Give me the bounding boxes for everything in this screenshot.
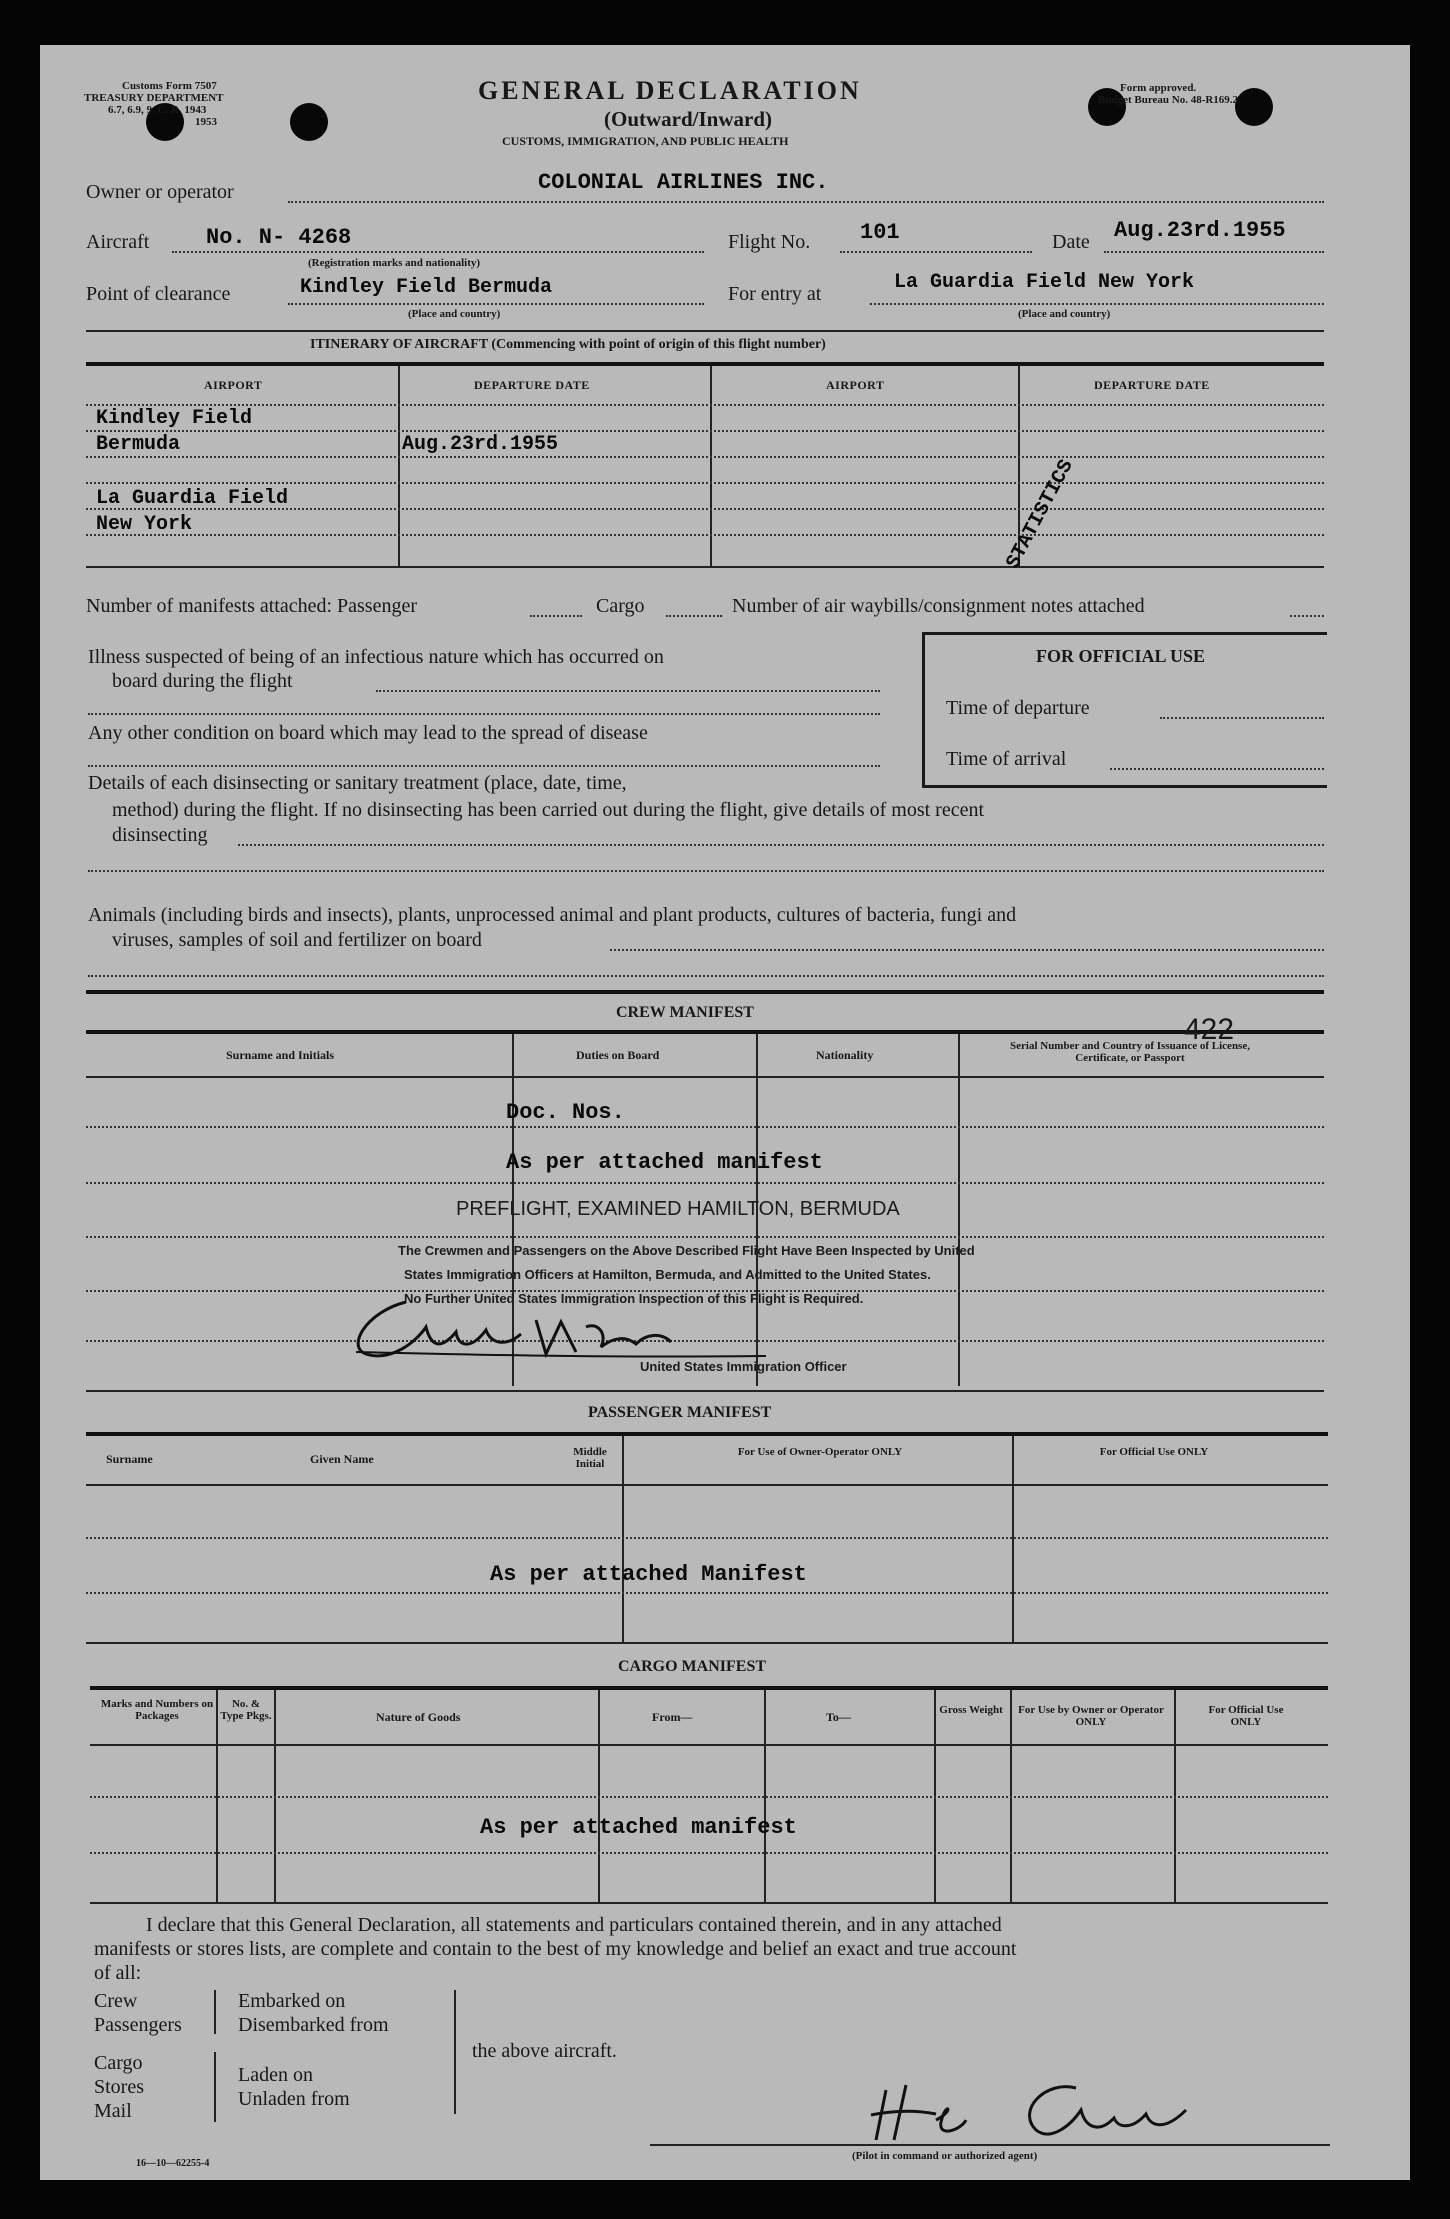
crew-top-rule [86, 990, 1324, 994]
itinerary-rule [86, 362, 1324, 366]
time-arrival-line [1110, 768, 1324, 770]
cargo-col-marks: Marks and Numbers on Packages [100, 1698, 214, 1722]
aircraft-value: No. N- 4268 [206, 225, 352, 250]
statistics-stamp: STATISTICS [1002, 456, 1079, 573]
declaration-text-3: of all: [94, 1962, 142, 1984]
clearance-label: Point of clearance [86, 283, 231, 305]
cargo-bottom-rule [90, 1902, 1328, 1904]
itinerary-top-rule [86, 330, 1324, 332]
declaration-crew: Crew [94, 1990, 138, 2012]
illness-label-1: Illness suspected of being of an infectious nature which has occurred on [88, 646, 664, 668]
passenger-col-given: Given Name [310, 1452, 374, 1466]
declaration-text-1: I declare that this General Declaration, all statements and particulars contained therein, and in any attached [146, 1914, 1002, 1936]
owner-line [288, 201, 1324, 203]
passenger-col-middle: Middle Initial [573, 1446, 607, 1470]
itinerary-airport-2-line-2: New York [96, 513, 193, 536]
cargo-col-type: No. & Type Pkgs. [220, 1698, 272, 1722]
preflight-stamp-title: PREFLIGHT, EXAMINED HAMILTON, BERMUDA [456, 1198, 900, 1220]
passenger-header-rule [86, 1432, 1328, 1436]
manifests-label: Number of manifests attached: Passenger [86, 595, 418, 617]
itinerary-col-airport-2: AIRPORT [826, 378, 885, 392]
clearance-line [288, 303, 704, 305]
flight-no-line [840, 251, 1032, 253]
crew-row-line [86, 1126, 1324, 1128]
illness-line-2 [88, 713, 880, 715]
disinsect-label-3: disinsecting [112, 824, 208, 846]
crew-divider-3 [958, 1034, 960, 1386]
clearance-note: (Place and country) [408, 308, 501, 320]
budget-bureau-number: Budget Bureau No. 48-R169.2. [1098, 94, 1241, 106]
crew-col-duties: Duties on Board [576, 1048, 660, 1062]
declaration-passengers: Passengers [94, 2014, 182, 2036]
entry-note: (Place and country) [1018, 308, 1111, 320]
pilot-signature-line [650, 2144, 1330, 2146]
brace-large [454, 1990, 462, 2114]
time-departure-line [1160, 717, 1324, 719]
crew-row-line [86, 1182, 1324, 1184]
date-label: Date [1052, 231, 1090, 253]
declaration-mail: Mail [94, 2100, 132, 2122]
brace-cargo [214, 2052, 222, 2122]
waybills-label: Number of air waybills/consignment notes attached [732, 595, 1145, 617]
form-number: Customs Form 7507 [122, 80, 217, 92]
cargo-col-owner: For Use by Owner or Operator ONLY [1018, 1704, 1164, 1728]
itinerary-line [86, 482, 1324, 484]
crew-col-serial: Serial Number and Country of Issuance of License, Certificate, or Passport [1010, 1040, 1250, 1064]
disinsect-line-2 [88, 870, 1324, 872]
aircraft-label: Aircraft [86, 231, 150, 253]
crew-doc-nos: Doc. Nos. [506, 1100, 625, 1125]
crew-attached-manifest: As per attached manifest [506, 1150, 823, 1175]
preflight-stamp-line-3: No Further United States Immigration Inspection of this Flight is Required. [404, 1291, 864, 1306]
cargo-col-official: For Official Use ONLY [1208, 1704, 1284, 1728]
punch-hole-left-2 [290, 103, 328, 141]
crew-col-nationality: Nationality [816, 1048, 874, 1062]
itinerary-airport-2-line-1: La Guardia Field [96, 487, 289, 510]
preflight-stamp-line-2: States Immigration Officers at Hamilton, Bermuda, and Admitted to the United States. [404, 1267, 931, 1282]
cargo-row-rule [90, 1744, 1328, 1746]
declaration-laden: Laden on [238, 2064, 313, 2086]
crew-row-line [86, 1236, 1324, 1238]
crew-number-mark: 422 [1184, 1013, 1235, 1046]
itinerary-line [86, 456, 1324, 458]
crew-title: CREW MANIFEST [616, 1004, 754, 1021]
form-subtitle: (Outward/Inward) [604, 107, 773, 131]
time-departure-label: Time of departure [946, 697, 1090, 719]
passenger-count-line [530, 615, 582, 617]
illness-line [376, 690, 880, 692]
declaration-above-aircraft: the above aircraft. [472, 2040, 617, 2062]
other-condition-line [88, 765, 880, 767]
cargo-col-weight: Gross Weight [939, 1704, 1003, 1716]
itinerary-airport-1-line-2: Bermuda [96, 433, 181, 456]
date-value: Aug.23rd.1955 [1114, 218, 1286, 243]
crew-bottom-rule [86, 1390, 1324, 1392]
disinsect-label-1: Details of each disinsecting or sanitary treatment (place, date, time, [88, 772, 627, 794]
itinerary-line [86, 430, 1324, 432]
entry-label: For entry at [728, 283, 822, 305]
itinerary-departure-1: Aug.23rd.1955 [402, 433, 559, 456]
regulation-citation: 6.7, 6.9, 9. C. R. 1943 [108, 104, 207, 116]
passenger-title: PASSENGER MANIFEST [588, 1404, 772, 1421]
approval-note: Form approved. [1120, 82, 1197, 94]
flight-no-value: 101 [860, 220, 900, 245]
itinerary-divider-2 [710, 366, 712, 566]
cargo-row-line [90, 1852, 1328, 1854]
itinerary-title: ITINERARY OF AIRCRAFT (Commencing with point of origin of this flight number) [310, 337, 826, 352]
disinsect-line [238, 844, 1324, 846]
registration-note: (Registration marks and nationality) [308, 257, 481, 269]
declaration-stores: Stores [94, 2076, 144, 2098]
illness-label-2: board during the flight [112, 670, 293, 692]
declaration-embarked: Embarked on [238, 1990, 346, 2012]
pilot-signature [866, 2070, 1246, 2150]
official-use-title: FOR OFFICIAL USE [1036, 646, 1206, 666]
cargo-col-nature: Nature of Goods [376, 1710, 461, 1724]
brace-crew [214, 1990, 222, 2034]
itinerary-bottom-rule [86, 566, 1324, 568]
form-title: GENERAL DECLARATION [478, 76, 862, 105]
disinsect-label-2: method) during the flight. If no disinsecting has been carried out during the flight, give details of most recent [112, 799, 985, 821]
passenger-row-rule [86, 1484, 1328, 1486]
passenger-divider-1 [622, 1436, 624, 1642]
declaration-disembarked: Disembarked from [238, 2014, 389, 2036]
itinerary-line [86, 534, 1324, 536]
declaration-cargo: Cargo [94, 2052, 143, 2074]
date-line [1104, 251, 1324, 253]
entry-line [870, 303, 1324, 305]
passenger-col-official: For Official Use ONLY [1099, 1446, 1209, 1458]
itinerary-line [86, 404, 1324, 406]
other-condition-label: Any other condition on board which may lead to the spread of disease [88, 722, 648, 744]
owner-label: Owner or operator [86, 181, 234, 203]
owner-value: COLONIAL AIRLINES INC. [538, 170, 829, 195]
passenger-col-owner: For Use of Owner-Operator ONLY [737, 1446, 903, 1458]
entry-value: La Guardia Field New York [894, 271, 1195, 294]
passenger-col-surname: Surname [106, 1452, 153, 1466]
time-arrival-label: Time of arrival [946, 748, 1067, 770]
passenger-row-line [86, 1537, 1328, 1539]
immigration-officer-label: United States Immigration Officer [640, 1359, 847, 1374]
cargo-title: CARGO MANIFEST [618, 1658, 767, 1675]
treasury-department: TREASURY DEPARTMENT [84, 92, 224, 104]
cargo-count-label: Cargo [596, 595, 645, 617]
cargo-row-line [90, 1796, 1328, 1798]
animals-line [610, 949, 1324, 951]
declaration-unladen: Unladen from [238, 2088, 350, 2110]
cargo-attached-manifest: As per attached manifest [480, 1815, 797, 1840]
itinerary-col-date-2: DEPARTURE DATE [1094, 378, 1210, 392]
flight-no-label: Flight No. [728, 231, 811, 253]
passenger-attached-manifest: As per attached Manifest [490, 1562, 807, 1587]
declaration-text-2: manifests or stores lists, are complete and contain to the best of my knowledge and belief an exact and true account [94, 1938, 1017, 1960]
form-agencies: CUSTOMS, IMMIGRATION, AND PUBLIC HEALTH [502, 134, 789, 148]
pilot-label: (Pilot in command or authorized agent) [852, 2150, 1038, 2162]
animals-line-2 [88, 975, 1324, 977]
passenger-divider-2 [1012, 1436, 1014, 1642]
aircraft-line [172, 251, 704, 253]
passenger-bottom-rule [86, 1642, 1328, 1644]
cargo-count-line [666, 615, 722, 617]
form-year: 1953 [195, 116, 217, 128]
animals-label-1: Animals (including birds and insects), plants, unprocessed animal and plant products, cultures of bacteria, fungi and [88, 904, 1017, 926]
animals-label-2: viruses, samples of soil and fertilizer on board [112, 929, 482, 951]
crew-col-surname: Surname and Initials [226, 1048, 335, 1062]
crew-row-rule [86, 1076, 1324, 1078]
cargo-col-from: From— [652, 1710, 693, 1724]
itinerary-divider-1 [398, 366, 400, 566]
itinerary-airport-1-line-1: Kindley Field [96, 407, 253, 430]
itinerary-col-date-1: DEPARTURE DATE [474, 378, 590, 392]
waybills-line [1290, 615, 1324, 617]
crew-header-rule [86, 1030, 1324, 1034]
cargo-col-to: To— [826, 1710, 851, 1724]
preflight-stamp-line-1: The Crewmen and Passengers on the Above Described Flight Have Been Inspected by United [398, 1243, 975, 1258]
itinerary-col-airport-1: AIRPORT [204, 378, 263, 392]
clearance-value: Kindley Field Bermuda [300, 276, 553, 299]
footer-code: 16—10—62255-4 [136, 2158, 210, 2169]
passenger-row-line [86, 1592, 1328, 1594]
